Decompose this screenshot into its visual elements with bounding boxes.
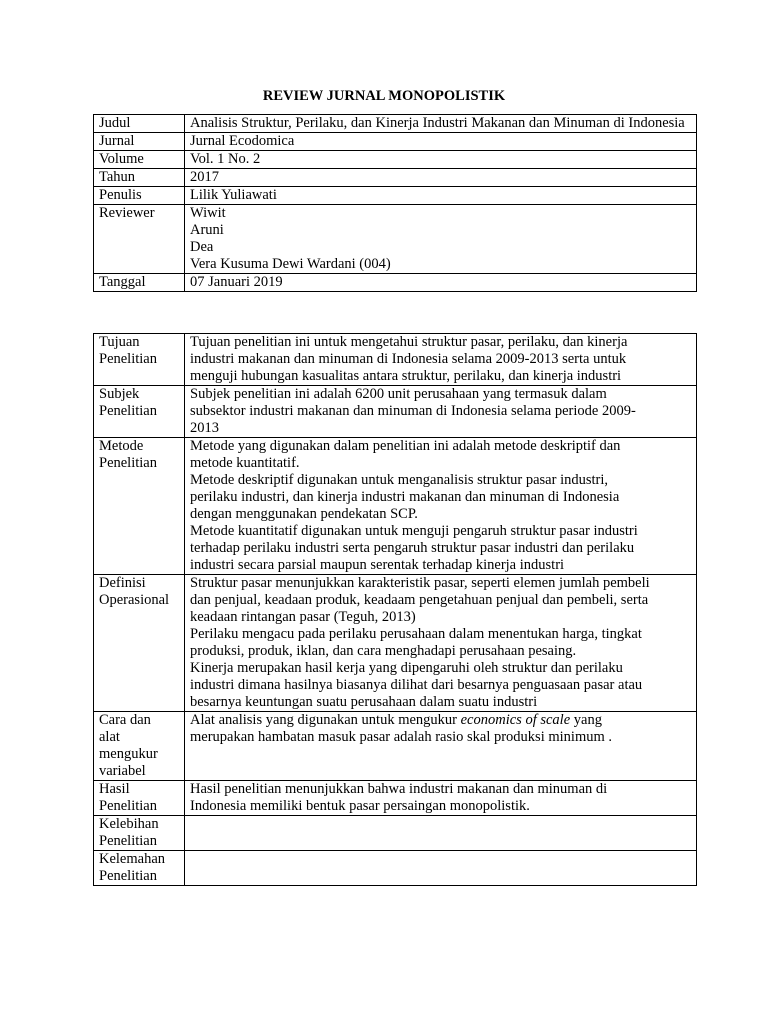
document-title: REVIEW JURNAL MONOPOLISTIK [262, 88, 506, 104]
text-line: Subjek penelitian ini adalah 6200 unit perusahaan yang termasuk dalam [190, 386, 607, 402]
label-line: Kelemahan [99, 851, 166, 867]
table-row [94, 816, 697, 851]
judul-value: Analisis Struktur, Perilaku, dan Kinerja Industri Makanan dan Minuman di Indonesia [185, 115, 697, 133]
label-line: Penelitian [99, 351, 157, 367]
reviewer-label: Reviewer [94, 205, 185, 274]
table-row [94, 386, 697, 438]
table-row [94, 205, 697, 274]
text-line: dan penjual, keadaan produk, keadaam pengetahuan penjual dan pembeli, serta [190, 592, 649, 608]
label-line: variabel [99, 763, 146, 779]
table-row [94, 575, 697, 712]
text-line: 2013 [190, 420, 219, 436]
table-row [94, 851, 697, 886]
text-line: subsektor industri makanan dan minuman di Indonesia selama periode 2009- [190, 403, 636, 419]
label-line: Penelitian [99, 798, 157, 814]
table-row [94, 133, 697, 151]
journal-info-table [93, 114, 697, 292]
reviewer-name: Aruni [190, 222, 224, 238]
label-line: mengukur [99, 746, 158, 762]
text-line: industri secara parsial maupun serentak terhadap kinerja industri [190, 557, 565, 573]
text-line: dengan menggunakan pendekatan SCP. [190, 506, 418, 522]
tahun-value: 2017 [185, 169, 697, 187]
table-row [94, 151, 697, 169]
table-row [94, 438, 697, 575]
tanggal-value: 07 Januari 2019 [185, 274, 697, 292]
text-line: menguji hubungan kasualitas antara struktur, perilaku, dan kinerja industri [190, 368, 622, 384]
cara-label [94, 712, 185, 781]
kelemahan-value [185, 851, 697, 886]
tahun-label: Tahun [94, 169, 185, 187]
tujuan-value [185, 334, 697, 386]
text-line: Indonesia memiliki bentuk pasar persaingan monopolistik. [190, 798, 530, 814]
text-segment: yang [570, 712, 602, 728]
penulis-value: Lilik Yuliawati [185, 187, 697, 205]
jurnal-value: Jurnal Ecodomica [185, 133, 697, 151]
label-line: Penelitian [99, 868, 157, 884]
reviewer-name: Wiwit [190, 205, 226, 221]
reviewer-value [185, 205, 697, 274]
table-row [94, 712, 697, 781]
table-row [94, 781, 697, 816]
kelebihan-value [185, 816, 697, 851]
label-line: Penelitian [99, 833, 157, 849]
kelebihan-label [94, 816, 185, 851]
text-line: keadaan rintangan pasar (Teguh, 2013) [190, 609, 416, 625]
hasil-value [185, 781, 697, 816]
hasil-label [94, 781, 185, 816]
text-line: industri dimana hasilnya biasanya dilihat dari besarnya penguasaan pasar atau [190, 677, 643, 693]
text-line: Struktur pasar menunjukkan karakteristik pasar, seperti elemen jumlah pembeli [190, 575, 650, 591]
metode-label [94, 438, 185, 575]
kelemahan-label [94, 851, 185, 886]
label-line: Definisi [99, 575, 146, 591]
label-line: Penelitian [99, 455, 157, 471]
text-line: terhadap perilaku industri serta pengaruh struktur pasar industri dan perilaku [190, 540, 635, 556]
label-line: Operasional [99, 592, 170, 608]
text-line: Tujuan penelitian ini untuk mengetahui struktur pasar, perilaku, dan kinerja [190, 334, 628, 350]
review-table [93, 333, 697, 886]
jurnal-label: Jurnal [94, 133, 185, 151]
label-line: Penelitian [99, 403, 157, 419]
text-line: perilaku industri, dan kinerja industri makanan dan minuman di Indonesia [190, 489, 620, 505]
label-line: Cara dan [99, 712, 151, 728]
metode-value [185, 438, 697, 575]
tujuan-label [94, 334, 185, 386]
text-line: Hasil penelitian menunjukkan bahwa industri makanan dan minuman di [190, 781, 608, 797]
penulis-label: Penulis [94, 187, 185, 205]
cara-value [185, 712, 697, 781]
table-row [94, 169, 697, 187]
definisi-value [185, 575, 697, 712]
table-row [94, 334, 697, 386]
text-line: merupakan hambatan masuk pasar adalah rasio skal produksi minimum . [190, 729, 613, 745]
text-line: industri makanan dan minuman di Indonesia selama 2009-2013 serta untuk [190, 351, 627, 367]
text-line: metode kuantitatif. [190, 455, 300, 471]
text-line: Perilaku mengacu pada perilaku perusahaan dalam menentukan harga, tingkat [190, 626, 642, 642]
label-line: Metode [99, 438, 144, 454]
label-line: Kelebihan [99, 816, 159, 832]
subjek-value [185, 386, 697, 438]
reviewer-name: Vera Kusuma Dewi Wardani (004) [190, 256, 391, 272]
label-line: Hasil [99, 781, 130, 797]
volume-label: Volume [94, 151, 185, 169]
label-line: Tujuan [99, 334, 140, 350]
text-line [190, 712, 692, 729]
text-line: Metode yang digunakan dalam penelitian ini adalah metode deskriptif dan [190, 438, 621, 454]
italic-term: economics of scale [460, 712, 571, 728]
text-line: Metode deskriptif digunakan untuk menganalisis struktur pasar industri, [190, 472, 609, 488]
table-row [94, 274, 697, 292]
tanggal-label: Tanggal [94, 274, 185, 292]
text-line: Metode kuantitatif digunakan untuk menguji pengaruh struktur pasar industri [190, 523, 638, 539]
label-line: Subjek [99, 386, 140, 402]
table-row [94, 187, 697, 205]
volume-value: Vol. 1 No. 2 [185, 151, 697, 169]
text-segment: Alat analisis yang digunakan untuk mengukur [190, 712, 461, 728]
text-line: produksi, produk, iklan, dan cara menghadapi perusahaan pesaing. [190, 643, 577, 659]
text-line: Kinerja merupakan hasil kerja yang dipengaruhi oleh struktur dan perilaku [190, 660, 623, 676]
definisi-label [94, 575, 185, 712]
table-row [94, 115, 697, 133]
text-line: besarnya keuntungan suatu perusahaan dalam suatu industri [190, 694, 538, 710]
reviewer-name: Dea [190, 239, 214, 255]
subjek-label [94, 386, 185, 438]
judul-label: Judul [94, 115, 185, 133]
label-line: alat [99, 729, 120, 745]
